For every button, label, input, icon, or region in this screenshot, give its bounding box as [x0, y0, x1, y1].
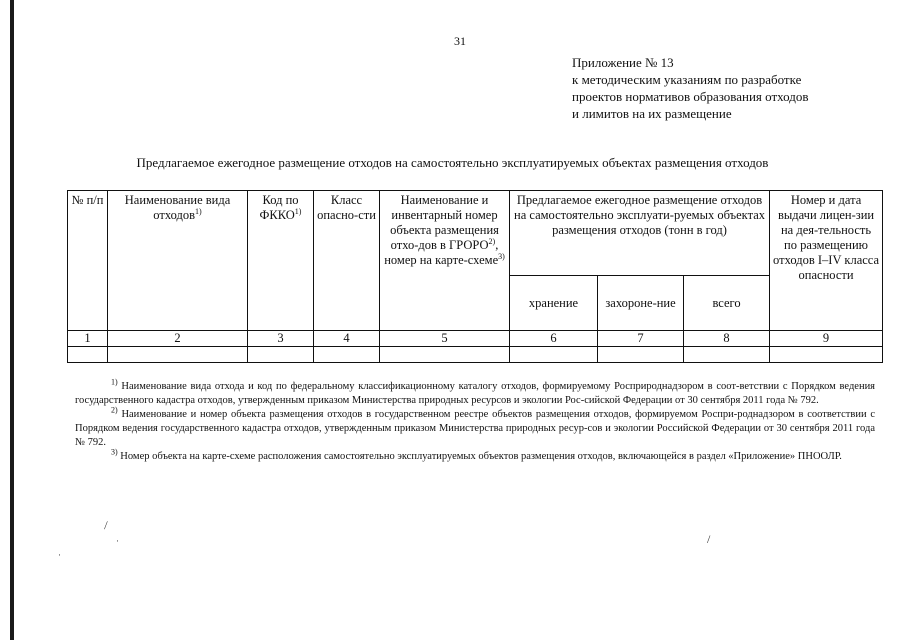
column-number: 1: [68, 331, 108, 347]
header-cell-license: [770, 191, 883, 331]
appendix-line: к методическим указаниям по разработке: [572, 72, 802, 87]
scan-speck-mark: \: [100, 518, 112, 532]
waste-placement-table: [67, 190, 883, 363]
table-cell: [380, 347, 510, 363]
header-cell-annual-placement: [510, 191, 770, 276]
footnote-mark: 2): [111, 405, 118, 415]
header-label: Класс опасно-сти: [317, 193, 376, 222]
header-label: хранение: [528, 295, 579, 310]
footnote-3: [75, 447, 875, 464]
document-title: Предлагаемое ежегодное размещение отходов на самостоятельно эксплуатируемых объектах размещения отходов: [136, 155, 769, 170]
footnote-ref: 3): [498, 251, 505, 261]
footnote-2: [75, 405, 875, 450]
appendix-line: Приложение № 13: [572, 55, 674, 70]
header-label: всего: [712, 295, 741, 310]
table-cell: [248, 347, 314, 363]
scan-speck-mark: /: [707, 532, 711, 546]
header-row: [68, 191, 883, 276]
header-cell-waste-name: [108, 191, 248, 331]
footnote-ref: 2): [488, 236, 496, 246]
header-label: Номер и дата выдачи лицен-зии на дея-тельность по размещению отходов I–IV класса опасности: [773, 193, 880, 282]
footnotes: [75, 377, 876, 464]
footnote-text: Наименование вида отхода и код по федеральному классификационному каталогу отходов, формируемому Росприроднадзором в соот-ветствии с Порядком ведения государственного кадастра отходов, утвержденным приказом Министерства природных ресурсов и экологии Рос-сийской Федерации от 30 сентября 2011 года № 792.: [75, 381, 876, 406]
table-cell: [510, 347, 598, 363]
column-number: 2: [108, 331, 248, 347]
header-cell-object-name: [380, 191, 510, 331]
column-number: 7: [598, 331, 684, 347]
footnote-ref: 1): [294, 206, 302, 216]
header-cell-fkko-code: [248, 191, 314, 331]
table-cell: [68, 347, 108, 363]
header-label: захороне-ние: [605, 295, 676, 310]
page-number: 31: [454, 34, 466, 48]
scan-edge-bar: [10, 0, 14, 640]
subheader-cell-total: [684, 276, 770, 331]
column-number: 8: [684, 331, 770, 347]
header-label: № п/п: [71, 193, 104, 207]
footnote-text: Наименование и номер объекта размещения отходов в государственном реестре объектов размещения отходов, формируемом Роспри-роднадзором в соответствии с Порядком ведения государственного кадастра отходов, утвержденным приказом Министерства природных ресур-сов и экологии Российской Федерации от 30 сентября 2011 года № 792.: [75, 409, 875, 448]
table-row-empty: [68, 347, 883, 363]
table-cell: [598, 347, 684, 363]
appendix-line: проектов нормативов образования отходов: [572, 89, 809, 104]
subheader-cell-storage: [510, 276, 598, 331]
column-numbers-row: [68, 331, 883, 347]
appendix-header: [572, 54, 809, 122]
table-cell: [314, 347, 380, 363]
header-label: Код по ФККО: [259, 193, 299, 222]
column-number: 4: [314, 331, 380, 347]
footnote-mark: 1): [111, 377, 118, 387]
footnote-text: Номер объекта на карте-схеме расположения самостоятельно эксплуатируемых объектов размещения отходов, включающейся в раздел «Приложение» ПНООЛР.: [120, 451, 842, 462]
scan-speck-mark: ·: [116, 536, 119, 546]
table-cell: [684, 347, 770, 363]
header-cell-hazard-class: [314, 191, 380, 331]
header-label: , номер на карте-схеме: [384, 238, 499, 267]
table-cell: [770, 347, 883, 363]
header-cell-number: [68, 191, 108, 331]
header-label: Предлагаемое ежегодное размещение отходов на самостоятельно эксплуати-руемых объектах размещения отходов (тонн в год): [514, 193, 765, 237]
column-number: 9: [770, 331, 883, 347]
footnote-ref: 1): [195, 206, 202, 216]
header-label: Наименование и инвентарный номер объекта размещения отхо-дов в ГРОРО: [390, 193, 499, 252]
appendix-line: и лимитов на их размещение: [572, 106, 732, 121]
subheader-cell-burial: [598, 276, 684, 331]
scan-speck-mark: ·: [58, 550, 61, 560]
table-cell: [108, 347, 248, 363]
footnote-1: [75, 377, 876, 408]
footnote-mark: 3): [111, 447, 118, 457]
header-label: Наименование вида отходов: [124, 193, 231, 222]
column-number: 5: [380, 331, 510, 347]
column-number: 3: [248, 331, 314, 347]
column-number: 6: [510, 331, 598, 347]
